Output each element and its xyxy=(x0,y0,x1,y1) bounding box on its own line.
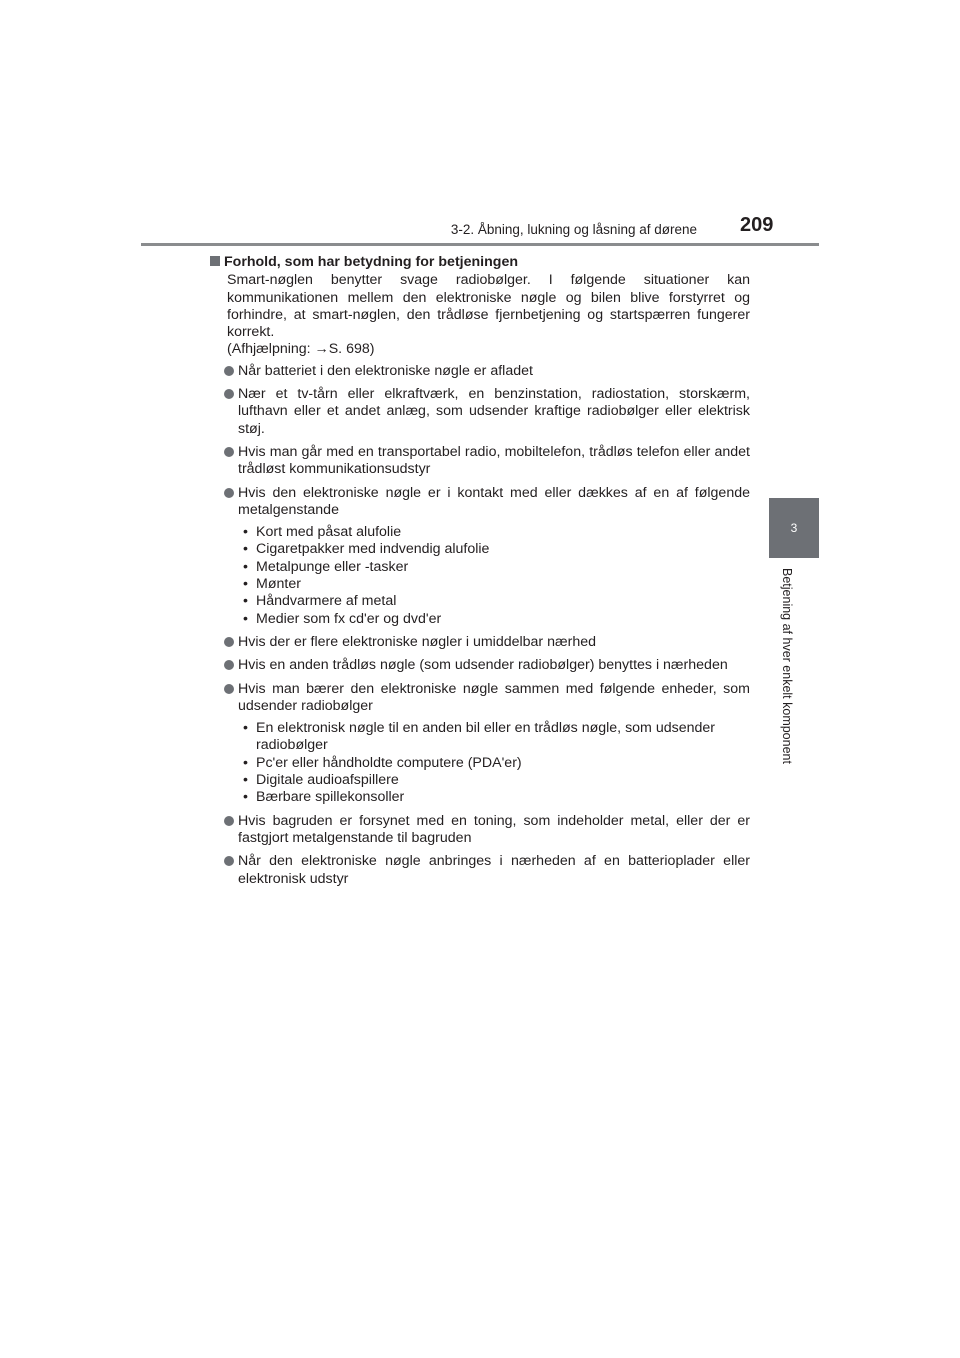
sub-list-item-text: Bærbare spillekonsoller xyxy=(256,789,405,806)
list-item-text: Når den elektroniske nøgle anbringes i nærheden af en batterioplader eller elektronisk udstyr xyxy=(238,853,750,887)
sub-list-item-text: Cigaretpakker med indvendig alufolie xyxy=(256,541,490,558)
page-header xyxy=(0,0,960,250)
small-bullet-icon: • xyxy=(243,524,248,541)
chapter-title: Betjening af hver enkelt komponent xyxy=(780,568,794,764)
list-item-text: Hvis en anden trådløs nøgle (som udsender radiobølger) benyttes i nærheden xyxy=(238,657,728,674)
reference-link: (Afhjælpning: →S. 698) xyxy=(227,341,375,358)
list-item-text: Når batteriet i den elektroniske nøgle er afladet xyxy=(238,362,533,379)
sub-list-item xyxy=(240,611,750,628)
intro-paragraph: Smart-nøglen benytter svage radiobølger. I følgende situationer kan kommunikationen mellem den elektroniske nøgle og bilen blive forstyrret og forhindre, at smart-nøglen, den trådløse fjernbetjening og startspærren fungerer korrekt. xyxy=(227,272,750,341)
circle-bullet-icon xyxy=(224,637,234,647)
list-item xyxy=(210,853,750,888)
list-item xyxy=(210,681,750,807)
list-item-text: Nær et tv-tårn eller elkraftværk, en benzinstation, radiostation, storskærm, lufthavn eller et andet anlæg, som udsender kraftige radiobølger eller elektrisk støj. xyxy=(238,386,750,437)
list-item-text: Hvis man bærer den elektroniske nøgle sammen med følgende enheder, som udsender radiobølger xyxy=(238,680,750,714)
small-bullet-icon: • xyxy=(243,593,248,610)
sub-list-item xyxy=(240,720,750,755)
sub-list-item xyxy=(240,789,750,806)
circle-bullet-icon xyxy=(224,447,234,457)
small-bullet-icon: • xyxy=(243,754,248,771)
sub-list-item xyxy=(240,541,750,558)
list-item xyxy=(210,813,750,848)
chapter-tab xyxy=(769,498,819,558)
list-item-text: Hvis man går med en transportabel radio, mobiltelefon, trådløs telefon eller andet trådløst kommunikationsudstyr xyxy=(238,443,750,478)
list-item xyxy=(210,485,750,628)
header-divider xyxy=(141,243,819,246)
circle-bullet-icon xyxy=(224,684,234,694)
circle-bullet-icon xyxy=(224,816,234,826)
list-item-text: Hvis den elektroniske nøgle er i kontakt med eller dækkes af en af følgende metalgenstande xyxy=(238,484,750,518)
sub-list-item xyxy=(240,559,750,576)
small-bullet-icon: • xyxy=(243,789,248,806)
circle-bullet-icon xyxy=(224,856,234,866)
section-title: 3-2. Åbning, lukning og låsning af dørene xyxy=(450,222,697,237)
sub-list-item-text: Metalpunge eller -tasker xyxy=(256,558,409,575)
sub-list xyxy=(238,720,750,806)
section-heading-text: Forhold, som har betydning for betjeningen xyxy=(224,254,518,270)
sub-list-item xyxy=(240,524,750,541)
condition-list xyxy=(210,363,750,888)
small-bullet-icon: • xyxy=(243,772,248,789)
list-item xyxy=(210,386,750,438)
circle-bullet-icon xyxy=(224,660,234,670)
sub-list-item-text: Digitale audioafspillere xyxy=(256,772,399,789)
circle-bullet-icon xyxy=(224,366,234,376)
list-item xyxy=(210,444,750,479)
small-bullet-icon: • xyxy=(243,720,248,737)
sub-list-item-text: Mønter xyxy=(256,576,301,593)
small-bullet-icon: • xyxy=(243,558,248,575)
section-heading xyxy=(210,254,750,271)
circle-bullet-icon xyxy=(224,488,234,498)
page-content xyxy=(210,254,750,894)
list-item xyxy=(210,363,750,380)
small-bullet-icon: • xyxy=(243,541,248,558)
list-item xyxy=(210,634,750,651)
list-item xyxy=(210,657,750,674)
sub-list-item xyxy=(240,755,750,772)
circle-bullet-icon xyxy=(224,389,234,399)
sub-list-item-text: Medier som fx cd'er og dvd'er xyxy=(256,610,442,627)
sub-list-item xyxy=(240,772,750,789)
sub-list-item xyxy=(240,593,750,610)
small-bullet-icon: • xyxy=(243,576,248,593)
sub-list-item-text: Pc'er eller håndholdte computere (PDA'er) xyxy=(256,754,522,771)
chapter-number: 3 xyxy=(790,521,798,535)
page-number: 209 xyxy=(740,214,774,236)
sub-list xyxy=(238,524,750,628)
sub-list-item-text: Håndvarmere af metal xyxy=(256,593,397,610)
list-item-text: Hvis bagruden er forsynet med en toning, som indeholder metal, eller der er fastgjort metalgenstande til bagruden xyxy=(238,812,750,846)
sub-list-item-text: En elektronisk nøgle til en anden bil eller en trådløs nøgle, som udsender radiobølger xyxy=(256,720,715,754)
list-item-text: Hvis der er flere elektroniske nøgler i umiddelbar nærhed xyxy=(238,633,596,650)
sub-list-item-text: Kort med påsat alufolie xyxy=(256,524,402,541)
square-bullet-icon xyxy=(210,256,220,266)
sub-list-item xyxy=(240,576,750,593)
small-bullet-icon: • xyxy=(243,610,248,627)
